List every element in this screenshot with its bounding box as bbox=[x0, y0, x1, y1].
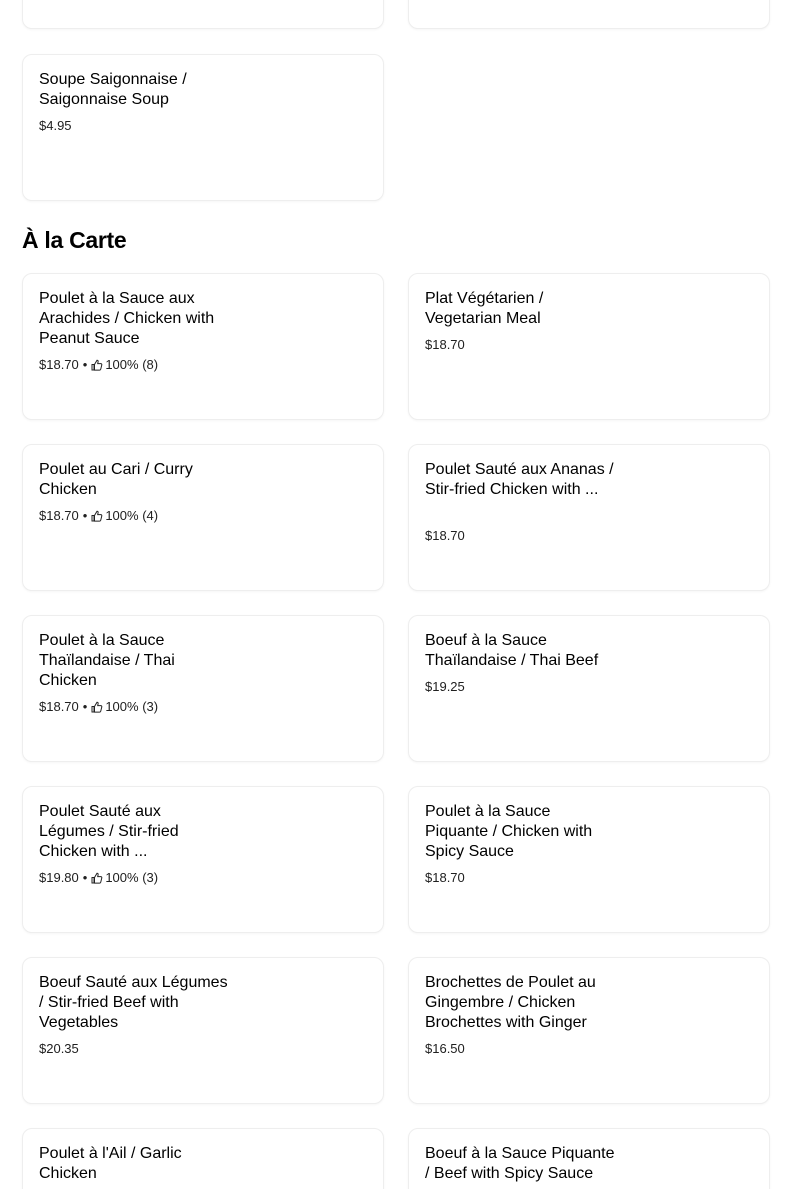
menu-item-name: Plat Végétarien / Vegetarian Meal bbox=[425, 290, 544, 327]
menu-item-rating: 100% (8) bbox=[105, 357, 159, 372]
menu-item-card[interactable] bbox=[408, 444, 770, 591]
menu-item-name: Poulet à la Sauce Piquante / Chicken with Spicy Sauce bbox=[425, 803, 593, 860]
menu-item-price: $4.95 bbox=[39, 118, 72, 133]
menu-item-meta bbox=[39, 356, 158, 374]
menu-item-card[interactable] bbox=[408, 786, 770, 933]
menu-item-rating: 100% (3) bbox=[105, 699, 159, 714]
menu-item-name: Poulet Sauté aux Ananas / Stir-fried Chicken with ... bbox=[425, 461, 614, 498]
menu-item-card-partial-left[interactable] bbox=[22, 0, 384, 29]
menu-item-price: $19.25 bbox=[425, 679, 465, 694]
menu-item-card[interactable] bbox=[22, 54, 384, 201]
thumbs-up-icon bbox=[91, 359, 103, 371]
thumbs-up-icon bbox=[91, 872, 103, 884]
section-title: À la Carte bbox=[22, 227, 127, 253]
menu-item-card[interactable] bbox=[22, 273, 384, 420]
menu-item-meta bbox=[425, 869, 465, 887]
menu-item-meta bbox=[39, 869, 158, 887]
menu-item-card[interactable] bbox=[408, 615, 770, 762]
menu-item-card[interactable] bbox=[408, 1128, 770, 1189]
menu-item-card[interactable] bbox=[22, 957, 384, 1104]
menu-item-card[interactable] bbox=[22, 786, 384, 933]
menu-item-meta bbox=[39, 1040, 79, 1058]
menu-item-name: Poulet au Cari / Curry Chicken bbox=[39, 461, 193, 498]
menu-item-name: Boeuf à la Sauce Thaïlandaise / Thai Beef bbox=[425, 632, 599, 669]
menu-item-name: Soupe Saigonnaise / Saigonnaise Soup bbox=[39, 71, 187, 108]
menu-item-meta bbox=[425, 1040, 465, 1058]
menu-item-card[interactable] bbox=[408, 273, 770, 420]
menu-item-price: $16.50 bbox=[425, 1041, 465, 1056]
menu-item-meta bbox=[39, 698, 158, 716]
thumbs-up-icon bbox=[91, 510, 103, 522]
menu-item-meta bbox=[425, 527, 465, 545]
menu-item-price: $18.70 bbox=[39, 699, 79, 714]
menu-item-price: $18.70 bbox=[425, 337, 465, 352]
menu-item-card[interactable] bbox=[22, 615, 384, 762]
menu-item-card[interactable] bbox=[408, 957, 770, 1104]
menu-item-meta bbox=[39, 507, 158, 525]
meta-separator: • bbox=[82, 357, 88, 372]
menu-item-meta bbox=[39, 117, 72, 135]
menu-item-rating: 100% (3) bbox=[105, 870, 159, 885]
menu-item-name: Boeuf à la Sauce Piquante / Beef with Spicy Sauce bbox=[425, 1145, 615, 1182]
meta-separator: • bbox=[82, 870, 88, 885]
menu-item-meta bbox=[425, 678, 465, 696]
menu-item-name: Brochettes de Poulet au Gingembre / Chicken Brochettes with Ginger bbox=[425, 974, 596, 1031]
menu-item-card[interactable] bbox=[22, 444, 384, 591]
menu-item-card[interactable] bbox=[22, 1128, 384, 1189]
menu-item-price: $18.70 bbox=[425, 870, 465, 885]
menu-item-price: $20.35 bbox=[39, 1041, 79, 1056]
menu-item-meta bbox=[425, 336, 465, 354]
menu-item-price: $18.70 bbox=[39, 508, 79, 523]
menu-item-price: $18.70 bbox=[425, 528, 465, 543]
meta-separator: • bbox=[82, 699, 88, 714]
thumbs-up-icon bbox=[91, 701, 103, 713]
menu-item-name: Poulet à l'Ail / Garlic Chicken bbox=[39, 1145, 182, 1182]
menu-item-name: Poulet à la Sauce aux Arachides / Chicken with Peanut Sauce bbox=[39, 290, 215, 347]
menu-item-rating: 100% (4) bbox=[105, 508, 159, 523]
meta-separator: • bbox=[82, 508, 88, 523]
menu-item-price: $19.80 bbox=[39, 870, 79, 885]
menu-item-name: Boeuf Sauté aux Légumes / Stir-fried Beef with Vegetables bbox=[39, 974, 228, 1031]
menu-item-name: Poulet Sauté aux Légumes / Stir-fried Chicken with ... bbox=[39, 803, 179, 860]
menu-item-name: Poulet à la Sauce Thaïlandaise / Thai Chicken bbox=[39, 632, 175, 689]
menu-item-price: $18.70 bbox=[39, 357, 79, 372]
menu-item-card-partial-right[interactable] bbox=[408, 0, 770, 29]
